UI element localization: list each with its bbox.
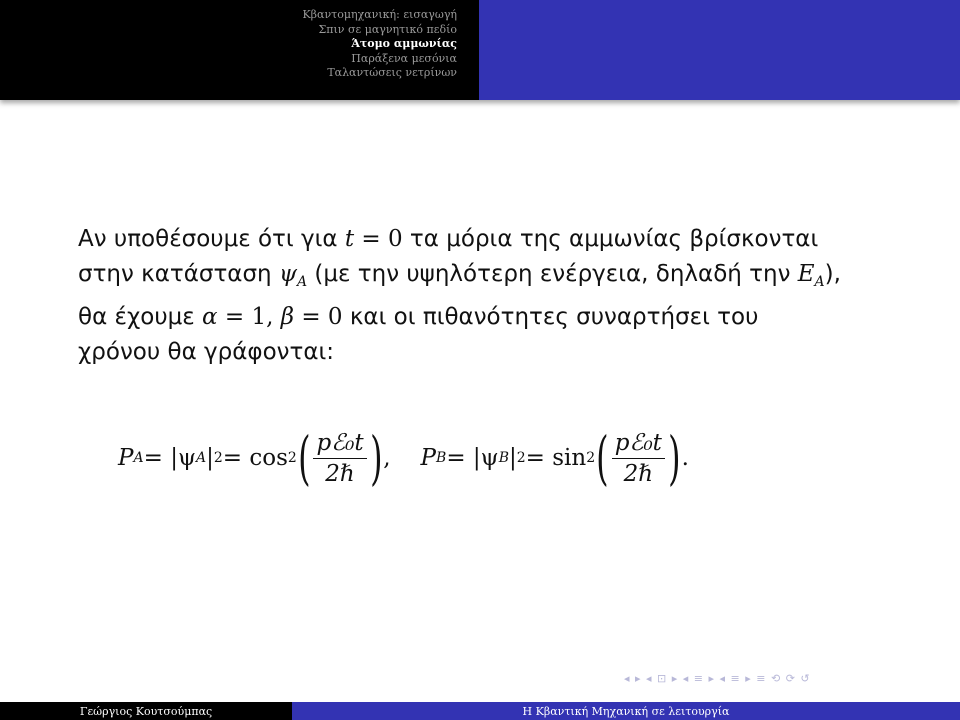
fraction-denominator: 2ℏ [325, 460, 355, 487]
body-line-2 [78, 257, 898, 300]
formula-pa-cos-square: 2 [287, 450, 297, 466]
text-segment: τα μόρια της αμμωνίας βρίσκονται [402, 226, 819, 252]
nav-section-neutrino-oscillations[interactable]: Ταλαντώσεις νετρίνων [327, 66, 457, 79]
formula-pa-subscript: A [133, 450, 144, 466]
text-segment: στην κατάσταση [78, 261, 279, 287]
formula-pb-square: 2 [516, 450, 526, 466]
math-alpha: α [202, 304, 218, 330]
fraction-denominator: 2ℏ [623, 460, 654, 487]
header-bar [0, 0, 960, 100]
body-line-1 [78, 222, 898, 257]
fraction-numerator: pℰ₀t [313, 430, 366, 459]
probability-formula [118, 418, 689, 498]
text-segment: και οι πιθανότητες συναρτήσει του [342, 304, 759, 330]
math-psi-subscript: A [296, 274, 308, 290]
math-energy-subscript: A [814, 274, 825, 290]
right-paren: ) [668, 424, 681, 492]
formula-separator: , [383, 445, 391, 471]
math-var-t: t [344, 226, 355, 252]
formula-pb-abs: = |ψ [446, 445, 499, 471]
text-segment: ), [824, 261, 841, 287]
text-segment: θα έχουμε [78, 304, 203, 330]
formula-pa [118, 424, 391, 492]
fraction [313, 430, 366, 487]
formula-pb [420, 424, 689, 492]
left-paren: ( [596, 424, 609, 492]
nav-section-qm-intro[interactable]: Κβαντομηχανική: εισαγωγή [302, 8, 457, 21]
header-accent-panel [479, 0, 960, 100]
formula-pa-square: 2 [213, 450, 223, 466]
formula-pa-cos: = cos [222, 445, 288, 471]
right-paren: ) [369, 424, 383, 492]
math-psi: ψ [278, 261, 297, 287]
formula-pa-abs-end: | [206, 445, 214, 471]
footer-title: Η Κβαντική Μηχανική σε λειτουργία [292, 702, 960, 720]
nav-section-strange-mesons[interactable]: Παράξενα μεσόνια [351, 51, 457, 65]
text-segment: (με την υψηλότερη ενέργεια, δηλαδή την [307, 261, 798, 287]
formula-pa-abs: = |ψ [143, 445, 196, 471]
body-line-4: χρόνου θα γράφονται: [78, 339, 335, 365]
beamer-navigation-icons[interactable]: ◂ ▸ ◂ ⊡ ▸ ◂ ≡ ▸ ◂ ≡ ▸ ≡ ⟲ ⟳ ↺ [624, 672, 811, 685]
math-eq-zero: = 0 [354, 226, 403, 252]
nav-section-ammonia[interactable]: Άτομο αμμωνίας [351, 37, 457, 50]
formula-pb-sin: = sin [525, 445, 587, 471]
footer-author: Γεώργιος Κουτσούμπας [0, 702, 292, 720]
nav-section-spin[interactable]: Σπιν σε μαγνητικό πεδίο [318, 22, 457, 36]
left-paren: ( [297, 424, 311, 492]
footer-bar [0, 702, 960, 720]
formula-pa-psi-subscript: A [195, 450, 207, 466]
math-energy: E [797, 261, 815, 287]
fraction [612, 430, 665, 487]
math-alpha-value: = 1, [217, 304, 281, 330]
formula-end-period: . [681, 445, 689, 471]
formula-pa-symbol: P [118, 445, 134, 471]
formula-pb-sin-square: 2 [586, 450, 596, 466]
text-segment: Αν υποθέσουμε ότι για [78, 226, 345, 252]
math-beta-value: = 0 [294, 304, 343, 330]
formula-pb-subscript: B [436, 450, 447, 466]
formula-pb-psi-subscript: B [498, 450, 509, 466]
body-text [78, 222, 898, 370]
math-beta: β [280, 304, 295, 330]
formula-pb-abs-end: | [509, 445, 517, 471]
formula-pb-symbol: P [420, 445, 437, 471]
body-line-3 [78, 300, 898, 335]
fraction-numerator: pℰ₀t [612, 430, 665, 459]
section-navigation [0, 0, 479, 100]
